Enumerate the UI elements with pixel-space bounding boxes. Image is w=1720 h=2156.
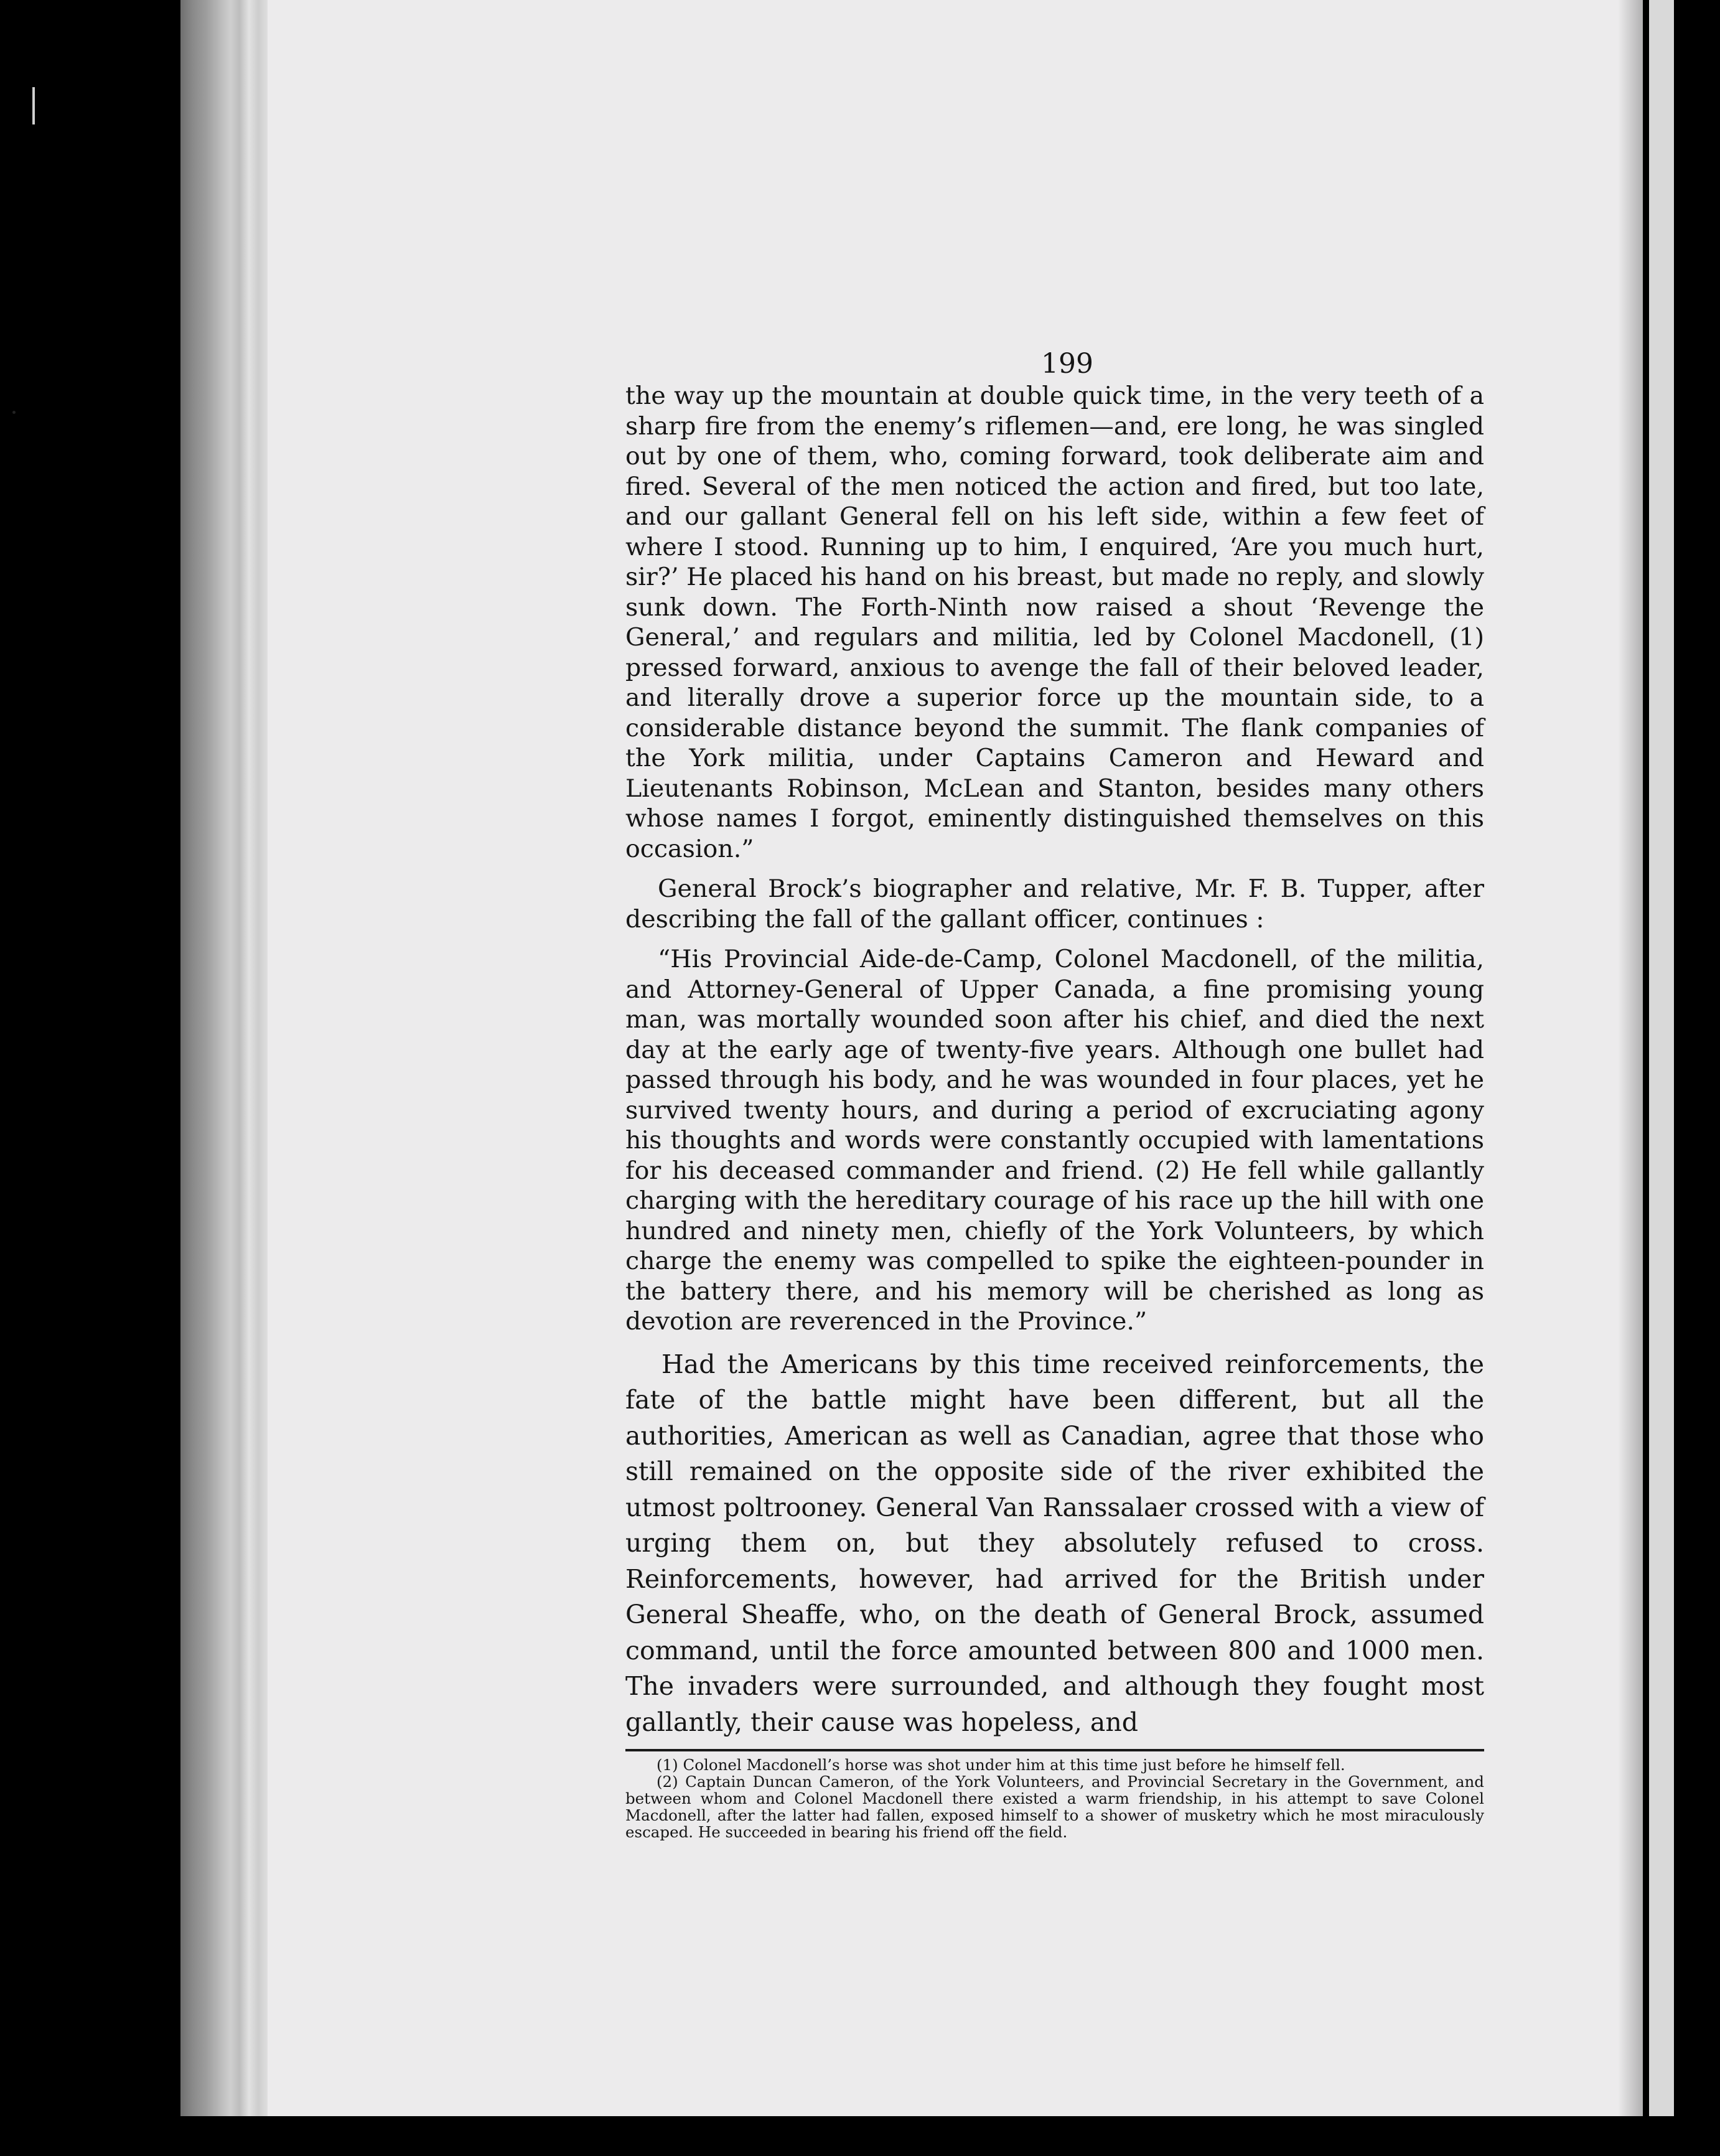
footnote-2: (2) Captain Duncan Cameron, of the York Volunteers, and Provincial Secretary in the Government, and between whom and Colonel Macdonell there existed a warm friendship, in his attempt to save Colonel Macdonell, after the latter had fallen, exposed himself to a shower of musketry which he most miraculously escaped. He succeeded in bearing his friend off the field.: [625, 1773, 1484, 1841]
paragraph-tupper-quote: “His Provincial Aide-de-Camp, Colonel Macdonell, of the militia, and Attorney-General of Upper Canada, a fine promising young man, was mortally wounded soon after his chief, and died the next day at the early age of twenty-five years. Although one bullet had passed through his body, and he was wounded in four places, yet he survived twenty hours, and during a period of excruciating agony his thoughts and words were constantly occupied with lamentations for his deceased commander and friend. (2) He fell while gallantly charging with the hereditary courage of his race up the hill with one hundred and ninety men, chiefly of the York Volunteers, by which charge the enemy was compelled to spike the eighteen-pounder in the battery there, and his memory will be cherished as long as devotion are reverenced in the Province.”: [625, 945, 1484, 1336]
facing-page-edge: [1649, 0, 1674, 2116]
paragraph-americans-reinforcements: Had the Americans by this time received reinforcements, the fate of the battle might have been different, but all the authorities, American as well as Canadian, agree that those who still remained on the opposite side of the river exhibited the utmost poltrooney. General Van Ranssalaer crossed with a view of urging them on, but they absolutely refused to cross. Reinforcements, however, had arrived for the British under General Sheaffe, who, on the death of General Brock, assumed command, until the force amounted between 800 and 1000 men. The invaders were surrounded, and although they fought most gallantly, their cause was hopeless, and: [625, 1349, 1484, 1737]
scan-speck: [12, 411, 16, 414]
scan-edge-mark: [32, 87, 35, 124]
page-number: 199: [1041, 348, 1093, 380]
paragraph-tupper-intro: General Brock’s biographer and relative, Mr. F. B. Tupper, after describing the fall of the gallant officer, continues :: [625, 874, 1484, 934]
footnote-1: (1) Colonel Macdonell’s horse was shot under him at this time just before he himself fell.: [657, 1756, 1345, 1774]
footnote-divider: [625, 1749, 1484, 1751]
page-text-block: [625, 349, 1484, 1840]
stacked-page-edges: [180, 0, 274, 2116]
gutter-shadow: [1618, 0, 1643, 2116]
paragraph-continued-quote: the way up the mountain at double quick time, in the very teeth of a sharp fire from the enemy’s riflemen—and, ere long, he was singled out by one of them, who, coming forward, took deliberate aim and fired. Several of the men noticed the action and fired, but too late, and our gallant General fell on his left side, within a few feet of where I stood. Running up to him, I enquired, ‘Are you much hurt, sir?’ He placed his hand on his breast, but made no reply, and slowly sunk down. The Forth-Ninth now raised a shout ‘Revenge the General,’ and regulars and militia, led by Colonel Macdonell, (1) pressed forward, anxious to avenge the fall of their beloved leader, and literally drove a superior force up the mountain side, to a considerable distance beyond the summit. The flank companies of the York militia, under Captains Cameron and Heward and Lieutenants Robinson, McLean and Stanton, besides many others whose names I forgot, eminently distinguished themselves on this occasion.”: [625, 382, 1484, 863]
